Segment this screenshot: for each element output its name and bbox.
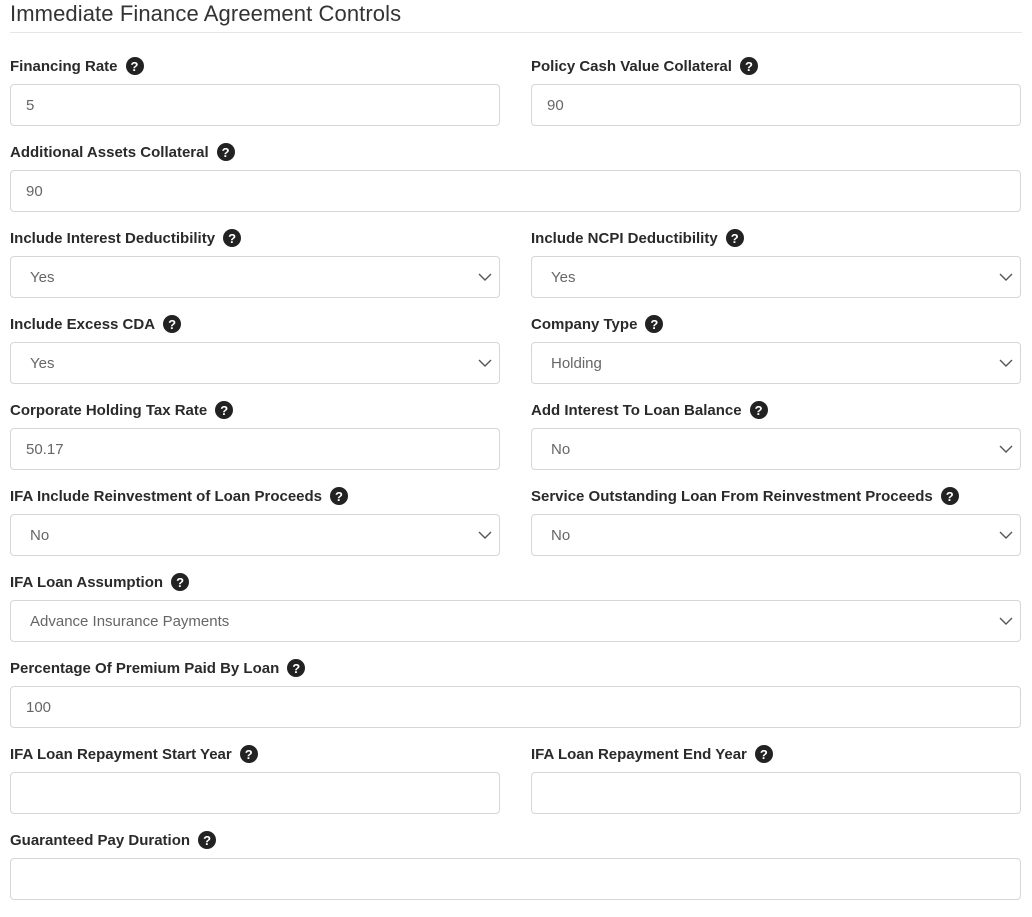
field-label: Guaranteed Pay Duration	[10, 831, 191, 849]
page-title: Immediate Finance Agreement Controls	[10, 1, 402, 26]
field-add-interest-to-loan-balance	[531, 401, 1021, 487]
question-circle-icon[interactable]: ?	[126, 57, 144, 75]
title-divider	[10, 32, 1022, 33]
question-circle-icon[interactable]: ?	[750, 401, 768, 419]
question-circle-icon[interactable]: ?	[645, 315, 663, 333]
chevron-down-icon	[999, 356, 1013, 370]
field-value: No	[551, 440, 571, 458]
field-ifa-loan-repayment-start-year	[10, 745, 500, 831]
field-ifa-loan-assumption	[10, 573, 1021, 659]
field-additional-assets-collateral	[10, 143, 1021, 229]
field-financing-rate	[10, 57, 500, 143]
question-circle-icon[interactable]: ?	[755, 745, 773, 763]
add-interest-to-loan-balance-select[interactable]	[531, 428, 1021, 470]
question-circle-icon[interactable]: ?	[330, 487, 348, 505]
percentage-of-premium-paid-by-loan-input[interactable]	[10, 686, 1021, 728]
field-label-row	[531, 57, 1021, 75]
field-label-row	[531, 487, 1021, 505]
field-value: 100	[26, 698, 52, 716]
ifa-include-reinvestment-of-loan-proceeds-select[interactable]	[10, 514, 500, 556]
chevron-down-icon	[999, 270, 1013, 284]
field-label-row	[531, 401, 1021, 419]
field-corporate-holding-tax-rate	[10, 401, 500, 487]
field-label-row	[10, 745, 500, 763]
field-label-row	[531, 745, 1021, 763]
question-circle-icon[interactable]: ?	[240, 745, 258, 763]
question-circle-icon[interactable]: ?	[215, 401, 233, 419]
field-label: Include Excess CDA	[10, 315, 156, 333]
field-value: Yes	[551, 268, 576, 286]
chevron-down-icon	[478, 528, 492, 542]
field-label-row	[10, 573, 1021, 591]
field-label-row	[10, 57, 500, 75]
field-value: No	[30, 526, 50, 544]
field-value: 5	[26, 96, 35, 114]
chevron-down-icon	[478, 270, 492, 284]
field-label-row	[10, 401, 500, 419]
financing-rate-input[interactable]	[10, 84, 500, 126]
field-value: Holding	[551, 354, 602, 372]
field-label: Service Outstanding Loan From Reinvestment Proceeds	[531, 487, 933, 505]
ifa-loan-repayment-end-year-input[interactable]	[531, 772, 1021, 814]
include-excess-cda-select[interactable]	[10, 342, 500, 384]
field-label: Add Interest To Loan Balance	[531, 401, 742, 419]
field-label: IFA Loan Assumption	[10, 573, 164, 591]
field-label: Financing Rate	[10, 57, 118, 75]
policy-cash-value-collateral-input[interactable]	[531, 84, 1021, 126]
corporate-holding-tax-rate-input[interactable]	[10, 428, 500, 470]
field-service-outstanding-loan-from-reinvestment-proceeds	[531, 487, 1021, 573]
field-ifa-include-reinvestment-of-loan-proceeds	[10, 487, 500, 573]
field-policy-cash-value-collateral	[531, 57, 1021, 143]
chevron-down-icon	[999, 442, 1013, 456]
field-label: Include Interest Deductibility	[10, 229, 216, 247]
guaranteed-pay-duration-input[interactable]	[10, 858, 1021, 900]
chevron-down-icon	[999, 614, 1013, 628]
field-value: 90	[26, 182, 43, 200]
additional-assets-collateral-input[interactable]	[10, 170, 1021, 212]
question-circle-icon[interactable]: ?	[163, 315, 181, 333]
ifa-loan-repayment-start-year-input[interactable]	[10, 772, 500, 814]
field-label: Additional Assets Collateral	[10, 143, 209, 161]
question-circle-icon[interactable]: ?	[287, 659, 305, 677]
field-label: Include NCPI Deductibility	[531, 229, 718, 247]
chevron-down-icon	[478, 356, 492, 370]
field-label: Policy Cash Value Collateral	[531, 57, 732, 75]
field-label: IFA Loan Repayment Start Year	[10, 745, 232, 763]
question-circle-icon[interactable]: ?	[941, 487, 959, 505]
field-include-ncpi-deductibility	[531, 229, 1021, 315]
field-label-row	[10, 487, 500, 505]
field-label-row	[10, 659, 1021, 677]
field-label-row	[10, 229, 500, 247]
question-circle-icon[interactable]: ?	[198, 831, 216, 849]
field-label: Corporate Holding Tax Rate	[10, 401, 208, 419]
company-type-select[interactable]	[531, 342, 1021, 384]
field-company-type	[531, 315, 1021, 401]
field-label-row	[531, 315, 1021, 333]
question-circle-icon[interactable]: ?	[217, 143, 235, 161]
service-outstanding-loan-from-reinvestment-proceeds-select[interactable]	[531, 514, 1021, 556]
field-label-row	[531, 229, 1021, 247]
ifa-loan-assumption-select[interactable]	[10, 600, 1021, 642]
field-label: Company Type	[531, 315, 638, 333]
field-value: Advance Insurance Payments	[30, 612, 230, 630]
field-include-interest-deductibility	[10, 229, 500, 315]
question-circle-icon[interactable]: ?	[171, 573, 189, 591]
ifa-controls-form	[10, 57, 1022, 917]
field-percentage-of-premium-paid-by-loan	[10, 659, 1021, 745]
question-circle-icon[interactable]: ?	[726, 229, 744, 247]
chevron-down-icon	[999, 528, 1013, 542]
field-value: 50.17	[26, 440, 64, 458]
field-ifa-loan-repayment-end-year	[531, 745, 1021, 831]
field-label: IFA Loan Repayment End Year	[531, 745, 747, 763]
include-interest-deductibility-select[interactable]	[10, 256, 500, 298]
question-circle-icon[interactable]: ?	[223, 229, 241, 247]
question-circle-icon[interactable]: ?	[740, 57, 758, 75]
field-label-row	[10, 831, 1021, 849]
field-value: Yes	[30, 354, 55, 372]
field-label: IFA Include Reinvestment of Loan Proceeds	[10, 487, 323, 505]
field-guaranteed-pay-duration	[10, 831, 1021, 917]
field-include-excess-cda	[10, 315, 500, 401]
field-value: 90	[547, 96, 564, 114]
field-value: No	[551, 526, 571, 544]
field-label-row	[10, 315, 500, 333]
include-ncpi-deductibility-select[interactable]	[531, 256, 1021, 298]
field-label-row	[10, 143, 1021, 161]
field-value: Yes	[30, 268, 55, 286]
field-label: Percentage Of Premium Paid By Loan	[10, 659, 280, 677]
